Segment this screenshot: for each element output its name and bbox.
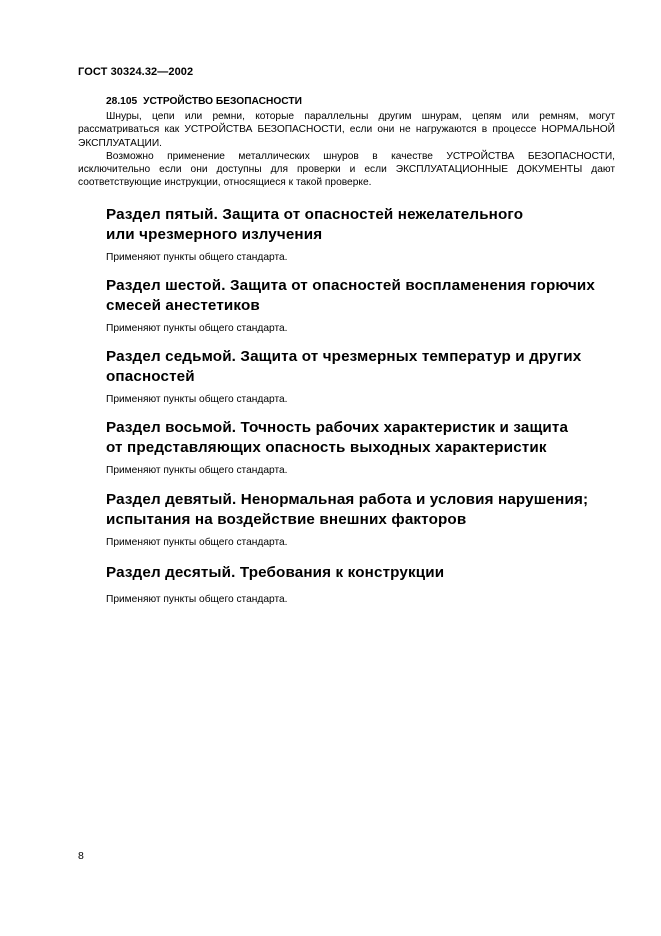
section-9 [106, 490, 616, 549]
section-note: Применяют пункты общего стандарта. [106, 394, 288, 405]
clause-28-105 [78, 95, 615, 189]
section-title [106, 205, 616, 245]
clause-title [106, 95, 615, 108]
clause-paragraph: Возможно применение металлических шнуров в качестве УСТРОЙСТВА БЕЗОПАСНОСТИ, исключительно если они доступны для проверки и если ЭКСПЛУАТАЦИОННЫЕ ДОКУМЕНТЫ дают соответствующие инструкции, относящиеся к такой проверке. [78, 150, 615, 189]
section-title-line: Раздел девятый. Ненормальная работа и условия нарушения; [106, 491, 589, 508]
clause-paragraph: Шнуры, цепи или ремни, которые параллельны другим шнурам, цепям или ремням, могут рассматриваться как УСТРОЙСТВА БЕЗОПАСНОСТИ, если они не нагружаются в процессе НОРМАЛЬНОЙ ЭКСПЛУАТАЦИИ. [78, 111, 615, 149]
section-title [106, 276, 616, 316]
section-title [106, 490, 616, 530]
section-note: Применяют пункты общего стандарта. [106, 252, 288, 263]
clause-number: 28.105 [106, 96, 138, 107]
section-title-line: от представляющих опасность выходных характеристик [106, 439, 547, 456]
section-7 [106, 347, 616, 406]
section-note: Применяют пункты общего стандарта. [106, 465, 288, 476]
section-6 [106, 276, 616, 335]
section-note: Применяют пункты общего стандарта. [106, 594, 288, 605]
clause-heading: УСТРОЙСТВО БЕЗОПАСНОСТИ [143, 96, 302, 107]
section-title-line: опасностей [106, 368, 195, 385]
section-5 [106, 205, 616, 264]
section-title [106, 563, 616, 583]
section-title-line: смесей анестетиков [106, 297, 260, 314]
section-8 [106, 418, 616, 477]
section-title [106, 347, 616, 387]
section-note: Применяют пункты общего стандарта. [106, 537, 288, 548]
section-title-line: испытания на воздействие внешних факторов [106, 511, 467, 528]
section-note: Применяют пункты общего стандарта. [106, 323, 288, 334]
section-10 [106, 563, 616, 606]
section-title-line: Раздел пятый. Защита от опасностей нежелательного [106, 206, 524, 223]
document-header: ГОСТ 30324.32—2002 [78, 66, 194, 78]
page-number: 8 [78, 850, 84, 862]
section-title-line: Раздел шестой. Защита от опасностей воспламенения горючих [106, 277, 596, 294]
section-title-line: или чрезмерного излучения [106, 226, 323, 243]
section-title-line: Раздел десятый. Требования к конструкции [106, 564, 445, 581]
section-title-line: Раздел седьмой. Защита от чрезмерных температур и других [106, 348, 582, 365]
section-title-line: Раздел восьмой. Точность рабочих характеристик и защита [106, 419, 569, 436]
section-title [106, 418, 616, 458]
